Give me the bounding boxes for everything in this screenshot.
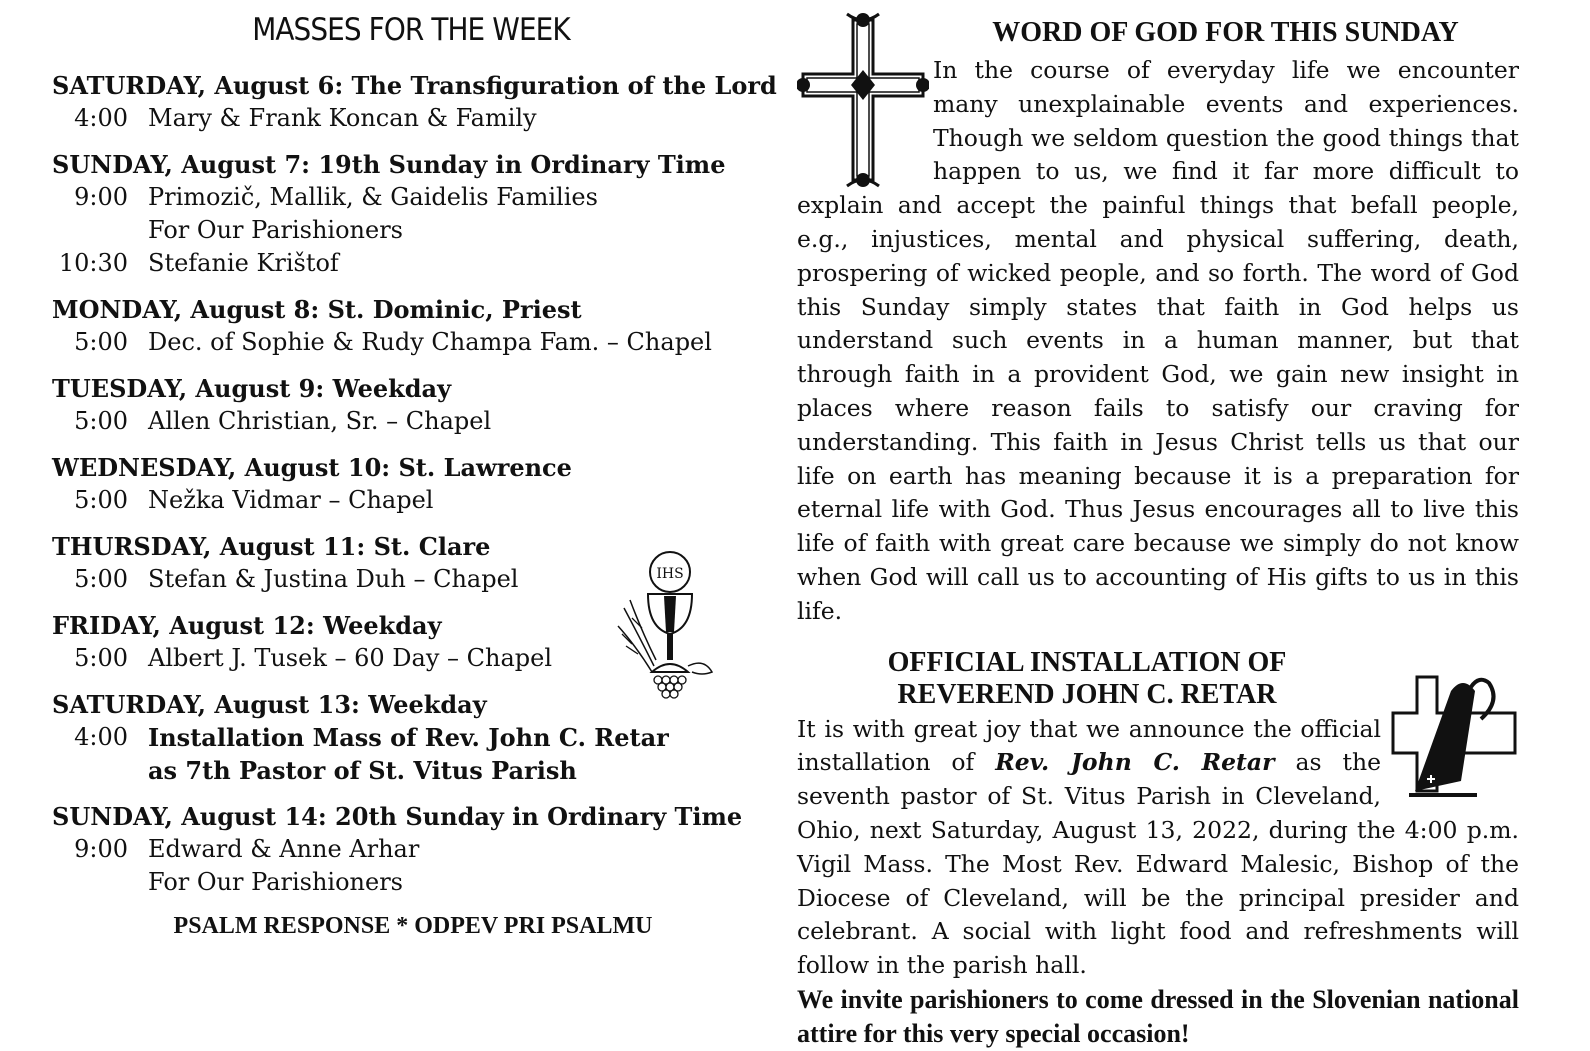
day-block [52,294,772,359]
mass-row [52,405,772,438]
day-block [52,452,772,517]
day-title: SUNDAY, August 7: 19th Sunday in Ordinary Time [52,150,726,179]
installation-body [797,713,1519,1051]
mass-intention: as 7th Pastor of St. Vitus Parish [148,756,577,785]
mass-intention: For Our Parishioners [148,868,403,896]
mass-row [52,326,772,359]
mass-time: 9:00 [74,835,128,863]
mass-intention: Primozič, Mallik, & Gaidelis Families [148,183,598,211]
mass-time: 4:00 [74,104,128,132]
mass-intention: Installation Mass of Rev. John C. Retar [148,723,669,752]
mass-row [52,484,772,517]
chi-rho-icon [1391,671,1519,799]
day-title: MONDAY, August 8: St. Dominic, Priest [52,295,582,324]
mass-row [52,181,772,214]
mass-intention: Allen Christian, Sr. – Chapel [148,407,492,435]
chalice-monogram: IHS [656,566,684,582]
chalice-icon [612,548,724,700]
day-title: WEDNESDAY, August 10: St. Lawrence [52,453,572,482]
masses-heading: MASSES FOR THE WEEK [252,12,570,48]
installation-heading-line1: OFFICIAL INSTALLATION OF [887,646,1287,678]
day-title: SATURDAY, August 13: Weekday [52,690,487,719]
mass-time: 10:30 [58,249,128,277]
day-title: FRIDAY, August 12: Weekday [52,611,442,640]
mass-row [52,866,772,899]
cross-icon [797,12,929,188]
mass-time: 5:00 [74,407,128,435]
mass-time [52,754,148,787]
day-block [52,149,772,280]
mass-row [52,833,772,866]
mass-row [52,102,772,135]
mass-time: 5:00 [74,565,128,593]
day-title: SATURDAY, August 6: The Transfiguration of the Lord [52,71,777,100]
day-block [52,373,772,438]
right-column [797,12,1519,1051]
day-title: THURSDAY, August 11: St. Clare [52,532,491,561]
installation-heading-line2: REVEREND JOHN C. RETAR [897,678,1277,710]
day-title: TUESDAY, August 9: Weekday [52,374,452,403]
mass-time: 4:00 [74,723,128,751]
mass-time: 5:00 [74,328,128,356]
mass-row [52,247,772,280]
day-block [52,801,772,899]
day-title: SUNDAY, August 14: 20th Sunday in Ordinary Time [52,802,743,831]
mass-intention: Dec. of Sophie & Rudy Champa Fam. – Chapel [148,328,712,356]
installation-text-before: It is with great joy that we announce the official installation of [797,714,1381,777]
masses-column [52,12,777,940]
mass-row [52,214,772,247]
pastor-name: Rev. John C. Retar [995,748,1275,777]
mass-time [52,214,148,247]
mass-intention: Mary & Frank Koncan & Family [148,104,537,132]
invite-text: We invite parishioners to come dressed in the Slovenian national attire for this very special occasion! [797,984,1519,1048]
installation-heading [797,647,1377,711]
mass-intention: Nežka Vidmar – Chapel [148,486,434,514]
mass-row [52,754,772,787]
word-of-god-text: In the course of everyday life we encounter many unexplainable events and experiences. Though we seldom question the good things that happen to us, we find it far more difficult to explain and accept the painful things that befall people, e.g., injustices, mental and physical suffering, death, prospering of wicked people, and so forth. The word of God this Sunday simply states that faith in God helps us understand such events in a human manner, but that through faith in a provident God, we gain new insight in places where reason fails to satisfy our craving for understanding. This faith in Jesus Christ tells us that our life on earth has meaning because it is a preparation for eternal life with God. Thus Jesus encourages all to live this life of faith with great care because we simply do not know when God will call us to accounting of His gifts to us in this life. [797,56,1519,625]
word-of-god-heading: WORD OF GOD FOR THIS SUNDAY [992,17,1459,48]
day-block [52,689,772,787]
day-block [52,70,777,135]
mass-row [52,721,772,754]
mass-intention: For Our Parishioners [148,216,403,244]
mass-time: 5:00 [74,644,128,672]
mass-intention: Stefan & Justina Duh – Chapel [148,565,519,593]
mass-intention: Albert J. Tusek – 60 Day – Chapel [148,644,553,672]
mass-intention: Stefanie Krištof [148,249,339,277]
installation-text-after: as the seventh pastor of St. Vitus Parish in Cleveland, Ohio, next Saturday, August 13, 2022, during the 4:00 p.m. Vigil Mass. The Most Rev. Edward Malesic, Bishop of the Diocese of Cleveland, will be the principal presider and celebrant. A social with light food and refreshments will follow in the parish hall. [797,748,1519,980]
mass-time: 5:00 [74,486,128,514]
psalm-heading: PSALM RESPONSE * ODPEV PRI PSALMU [173,913,653,939]
mass-schedule [52,70,777,899]
mass-intention: Edward & Anne Arhar [148,835,420,863]
mass-time: 9:00 [74,183,128,211]
mass-time [52,866,148,899]
